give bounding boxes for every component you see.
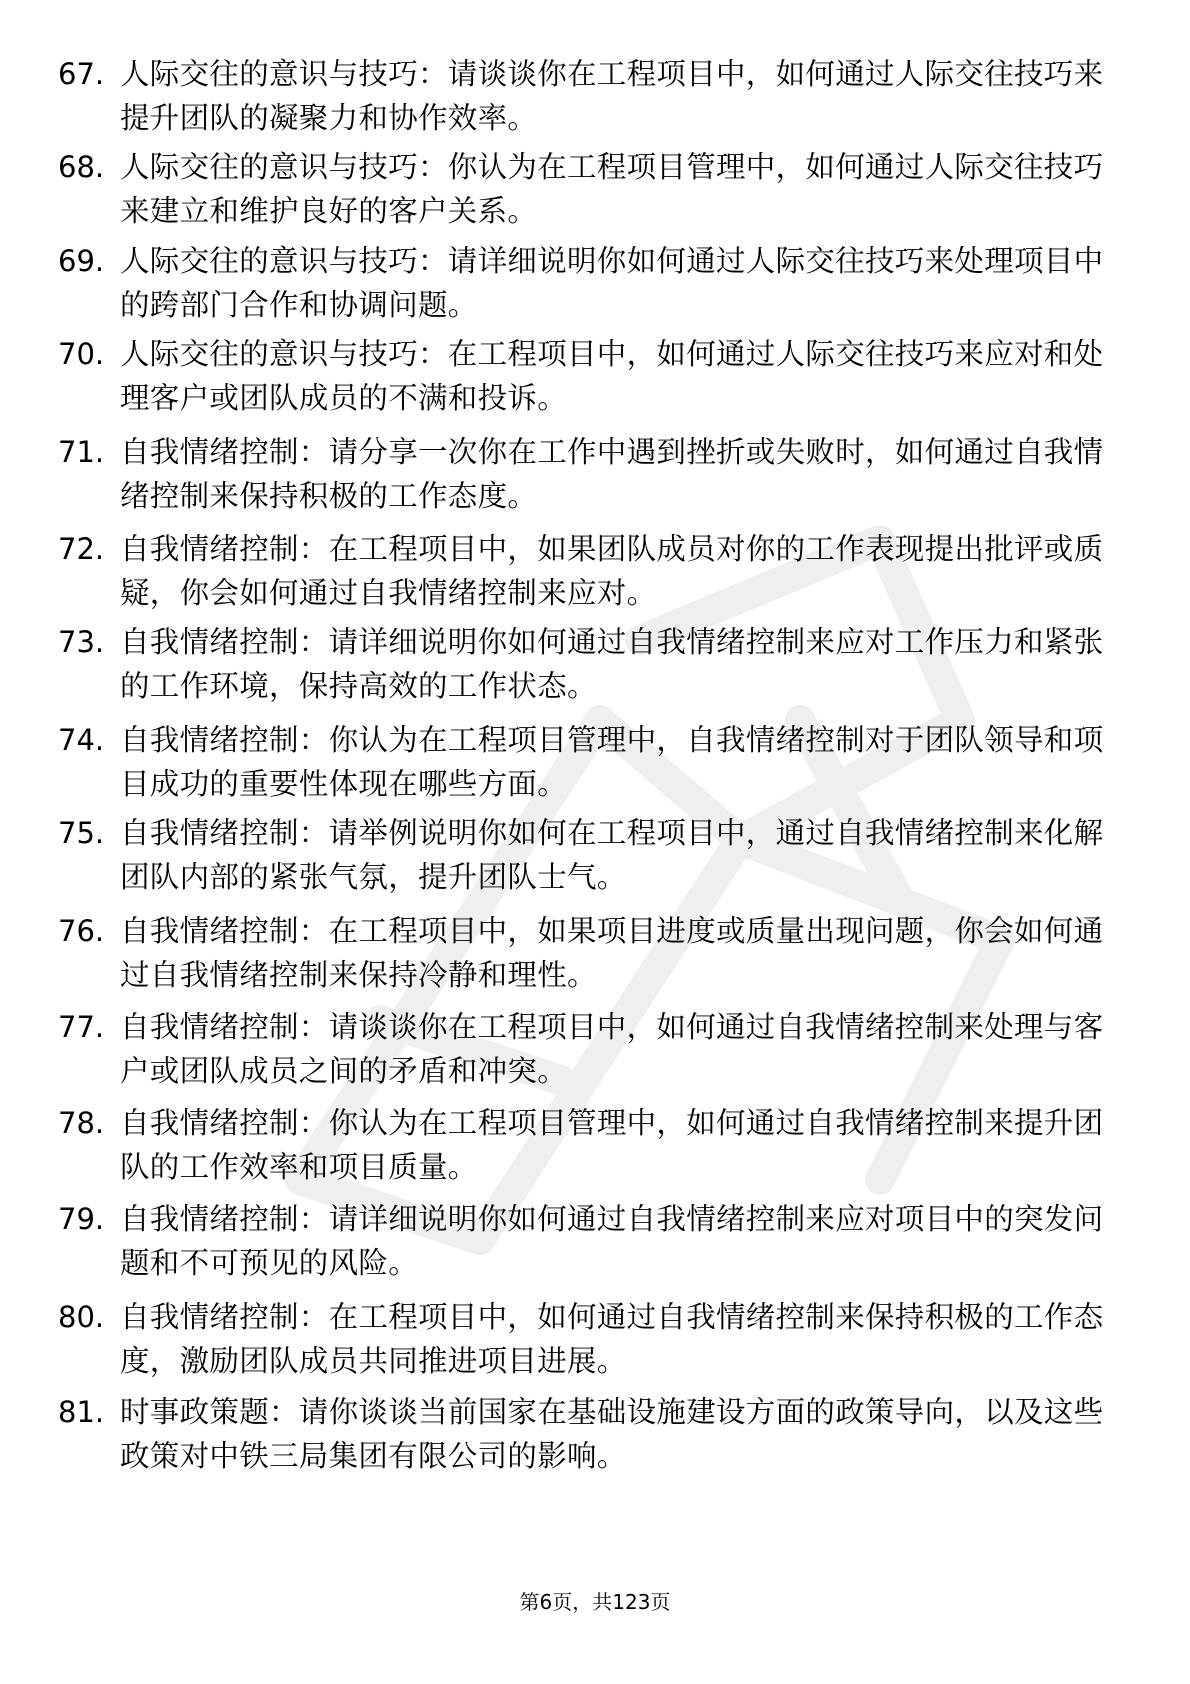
question-text: 自我情绪控制：在工程项目中，如果项目进度或质量出现问题，你会如何通过自我情绪控制来保持冷静和理性。 (120, 914, 1104, 992)
question-number: 73. (58, 625, 105, 659)
question-number: 79. (58, 1202, 105, 1236)
question-number: 77. (58, 1010, 105, 1044)
question-text: 人际交往的意识与技巧：在工程项目中，如何通过人际交往技巧来应对和处理客户或团队成员的不满和投诉。 (120, 337, 1104, 415)
question-number: 74. (58, 723, 105, 757)
question-text: 人际交往的意识与技巧：请详细说明你如何通过人际交往技巧来处理项目中的跨部门合作和协调问题。 (120, 244, 1104, 322)
question-number: 75. (58, 816, 105, 850)
question-text: 自我情绪控制：请分享一次你在工作中遇到挫折或失败时，如何通过自我情绪控制来保持积极的工作态度。 (120, 435, 1104, 513)
question-text: 自我情绪控制：你认为在工程项目管理中，自我情绪控制对于团队领导和项目成功的重要性体现在哪些方面。 (120, 723, 1104, 801)
question-number: 71. (58, 435, 105, 469)
question-text: 自我情绪控制：你认为在工程项目管理中，如何通过自我情绪控制来提升团队的工作效率和项目质量。 (120, 1106, 1104, 1184)
question-number: 68. (58, 150, 105, 184)
question-number: 67. (58, 57, 105, 91)
question-text: 自我情绪控制：在工程项目中，如果团队成员对你的工作表现提出批评或质疑，你会如何通过自我情绪控制来应对。 (120, 532, 1104, 610)
question-text: 自我情绪控制：请举例说明你如何在工程项目中，通过自我情绪控制来化解团队内部的紧张气氛，提升团队士气。 (120, 816, 1104, 894)
question-number: 81. (58, 1395, 105, 1429)
question-number: 69. (58, 244, 105, 278)
page-footer: 第6页，共123页 (519, 1590, 671, 1614)
question-number: 78. (58, 1106, 105, 1140)
question-number: 72. (58, 532, 105, 566)
question-number: 80. (58, 1300, 105, 1334)
question-text: 自我情绪控制：请谈谈你在工程项目中，如何通过自我情绪控制来处理与客户或团队成员之间的矛盾和冲突。 (120, 1010, 1104, 1088)
question-text: 人际交往的意识与技巧：请谈谈你在工程项目中，如何通过人际交往技巧来提升团队的凝聚力和协作效率。 (120, 57, 1104, 135)
question-text: 自我情绪控制：请详细说明你如何通过自我情绪控制来应对工作压力和紧张的工作环境，保持高效的工作状态。 (120, 625, 1104, 703)
question-number: 70. (58, 337, 105, 371)
question-text: 自我情绪控制：请详细说明你如何通过自我情绪控制来应对项目中的突发问题和不可预见的风险。 (120, 1202, 1104, 1280)
question-text: 自我情绪控制：在工程项目中，如何通过自我情绪控制来保持积极的工作态度，激励团队成员共同推进项目进展。 (120, 1300, 1104, 1378)
question-text: 时事政策题：请你谈谈当前国家在基础设施建设方面的政策导向，以及这些政策对中铁三局集团有限公司的影响。 (120, 1395, 1104, 1473)
question-number: 76. (58, 914, 105, 948)
question-text: 人际交往的意识与技巧：你认为在工程项目管理中，如何通过人际交往技巧来建立和维护良好的客户关系。 (120, 150, 1104, 228)
